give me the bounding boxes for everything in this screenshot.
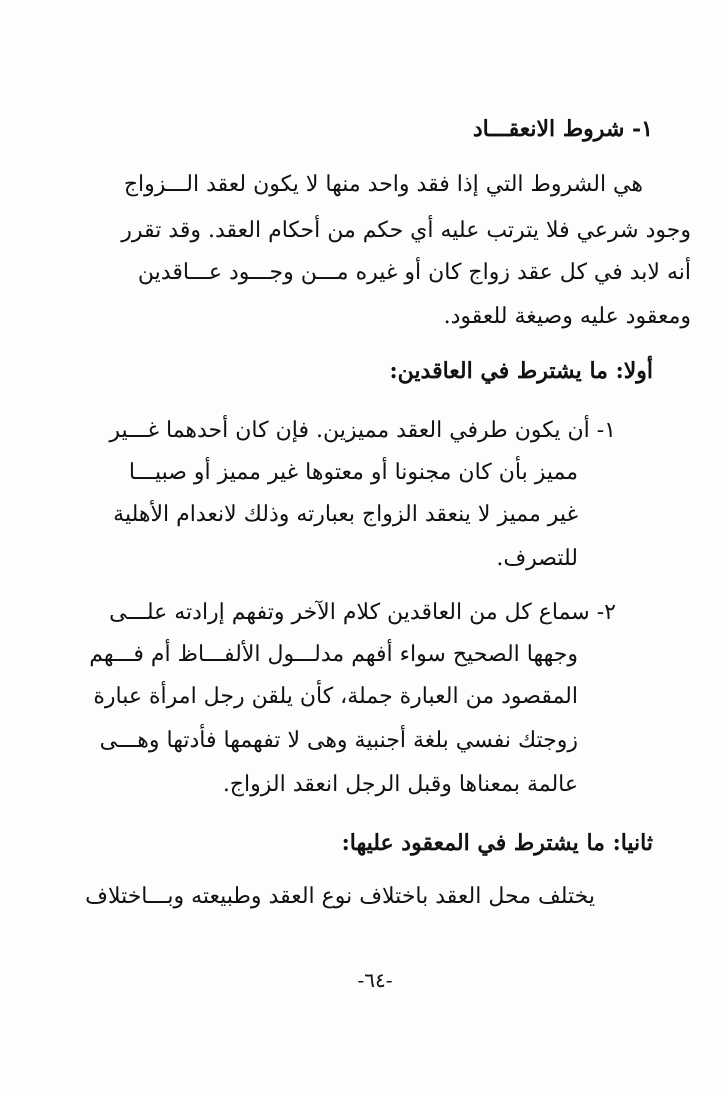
section-heading-contracting-parties: أولا: ما يشترط في العاقدين: (389, 358, 653, 384)
paragraph-line: يختلف محل العقد باختلاف نوع العقد وطبيعته وبـــاختلاف (85, 884, 595, 909)
list-item-line: غير مميز لا ينعقد الزواج بعبارته وذلك لانعدام الأهلية (113, 502, 578, 527)
section-heading-conditions: ١- شروط الانعقـــاد (472, 116, 653, 142)
section-heading-contracted-object: ثانيا: ما يشترط في المعقود عليها: (341, 830, 653, 856)
paragraph-line: ومعقود عليه وصيغة للعقود. (443, 304, 691, 329)
list-item-line: ١- أن يكون طرفي العقد مميزين. فإن كان أحدهما غـــير (109, 418, 616, 443)
list-item-line: للتصرف. (496, 546, 578, 571)
paragraph-line: هي الشروط التي إذا فقد واحد منها لا يكون لعقد الـــزواج (123, 172, 643, 197)
paragraph-line: أنه لابد في كل عقد زواج كان أو غيره مـــن وجـــود عـــاقدين (137, 260, 691, 285)
list-item-line: وجهها الصحيح سواء أفهم مدلـــول الألفـــاظ أم فـــهم (89, 642, 578, 667)
page-number: -٦٤- (357, 968, 393, 992)
paragraph-line: وجود شرعي فلا يترتب عليه أي حكم من أحكام العقد. وقد تقرر (121, 218, 691, 243)
list-item-line: ٢- سماع كل من العاقدين كلام الآخر وتفهم إرادته علـــى (109, 600, 616, 625)
list-item-line: زوجتك نفسي بلغة أجنبية وهى لا تفهمها فأدتها وهـــى (99, 728, 578, 753)
list-item-line: عالمة بمعناها وقبل الرجل انعقد الزواج. (222, 772, 578, 797)
list-item-line: المقصود من العبارة جملة، كأن يلقن رجل امرأة عبارة (93, 684, 578, 709)
list-item-line: مميز بأن كان مجنونا أو معتوها غير مميز أو صبيـــا (128, 460, 578, 485)
